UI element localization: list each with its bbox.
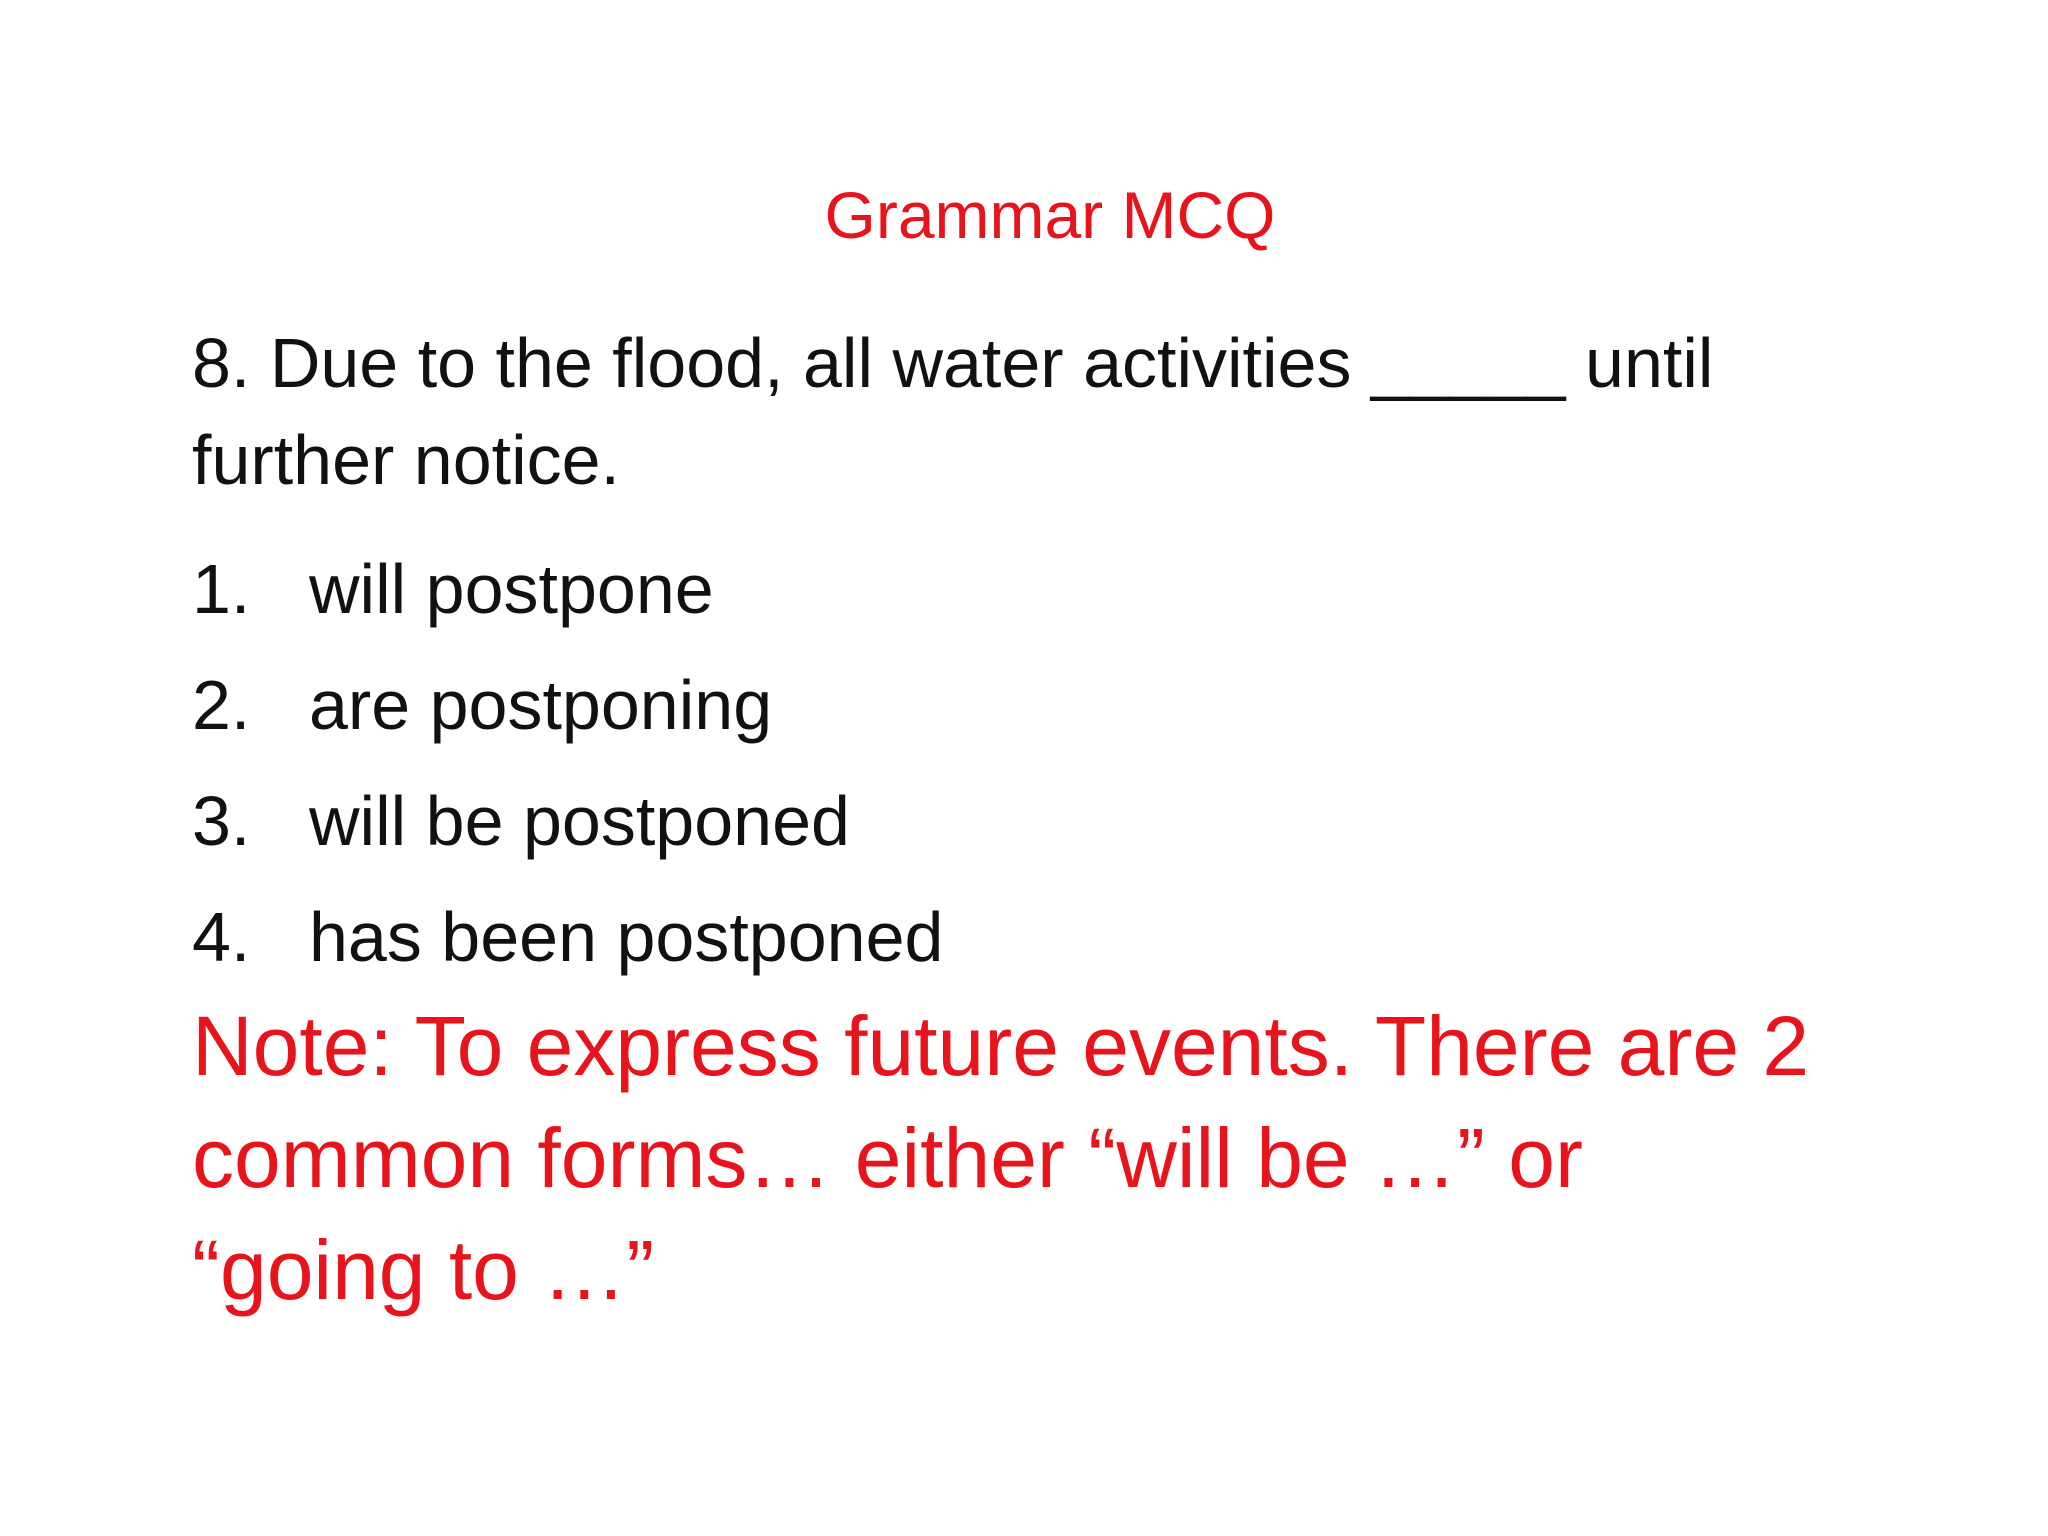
option-number: 1. [192, 550, 251, 628]
option-item [192, 531, 943, 647]
option-number: 4. [192, 898, 251, 976]
option-text: will postpone [309, 550, 714, 628]
option-text: will be postponed [309, 782, 850, 860]
option-item [192, 647, 943, 763]
question-text: 8. Due to the flood, all water activities _____ until further notice. [192, 324, 1714, 499]
option-item [192, 879, 943, 995]
option-number: 3. [192, 782, 251, 860]
option-text: are postponing [309, 666, 773, 744]
option-item [192, 763, 943, 879]
answer-options [192, 531, 943, 995]
option-text: has been postponed [309, 898, 944, 976]
slide-title: Grammar MCQ [824, 178, 1276, 252]
option-number: 2. [192, 666, 251, 744]
grammar-note: Note: To express future events. There are 2 common forms… either “will be …” or “going to …” [192, 999, 1810, 1317]
